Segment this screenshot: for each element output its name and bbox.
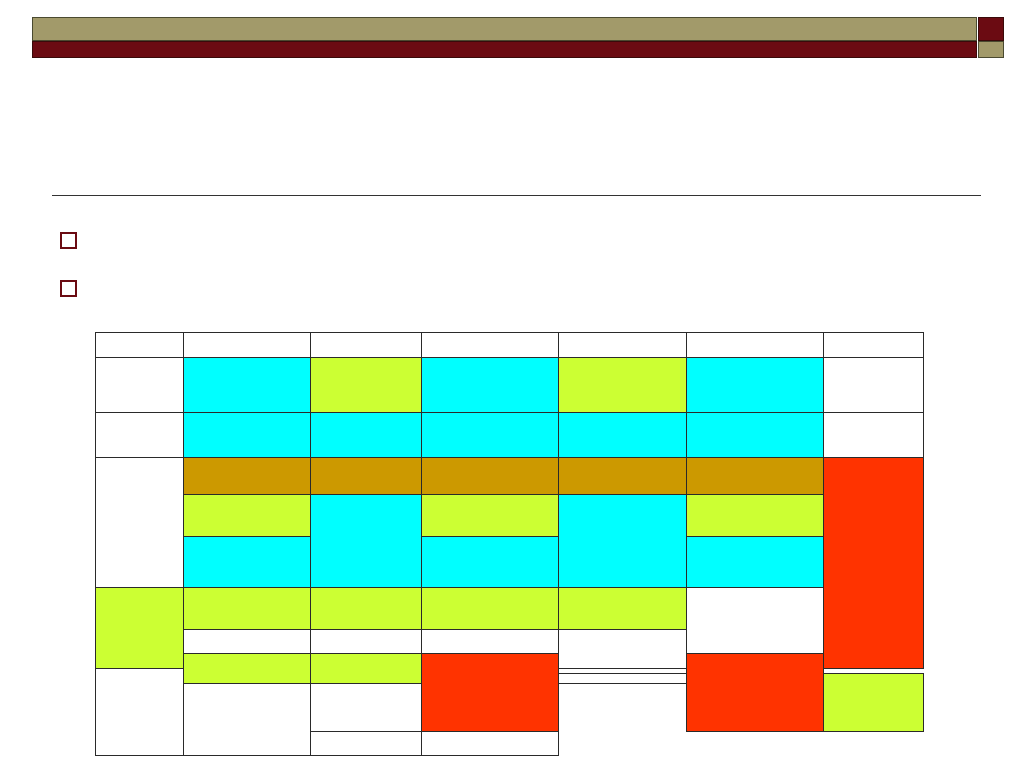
schedule-row: [96, 654, 924, 669]
schedule-cell: [559, 630, 687, 669]
day-header: [559, 333, 687, 358]
schedule-cell: [96, 358, 184, 413]
schedule-row: [96, 588, 924, 630]
schedule-cell: [184, 358, 311, 413]
schedule-cell: [184, 413, 311, 458]
title-divider: [52, 195, 981, 196]
square-bullet-icon: [60, 280, 77, 297]
bullet-item: [56, 220, 106, 268]
schedule-cell: [184, 630, 311, 654]
schedule-cell: [687, 588, 824, 654]
schedule-cell: [311, 458, 422, 495]
schedule-cell: [559, 588, 687, 630]
schedule-row: [96, 537, 924, 588]
schedule-cell: [184, 537, 311, 588]
schedule-cell: [422, 654, 559, 732]
header-bar-olive: [32, 17, 977, 41]
schedule-cell: [422, 630, 559, 654]
square-bullet-icon: [60, 232, 77, 249]
day-header: [422, 333, 559, 358]
schedule-cell: [311, 413, 422, 458]
schedule-cell: [96, 588, 184, 669]
day-header-row: [96, 333, 924, 358]
schedule-row: [96, 495, 924, 537]
schedule-cell: [311, 358, 422, 413]
schedule-cell: [184, 458, 311, 495]
schedule-cell: [559, 358, 687, 413]
bullet-list: [56, 220, 106, 316]
schedule-cell: [184, 588, 311, 630]
schedule-cell: [96, 458, 184, 588]
schedule-cell: [422, 495, 559, 537]
schedule-cell: [824, 674, 924, 732]
schedule-row: [96, 413, 924, 458]
schedule-cell: [96, 413, 184, 458]
schedule-row: [96, 458, 924, 495]
schedule-cell: [184, 495, 311, 537]
schedule-table: [95, 332, 924, 756]
schedule-cell: [311, 588, 422, 630]
schedule-cell: [422, 413, 559, 458]
schedule-cell: [96, 669, 184, 756]
day-header: [96, 333, 184, 358]
schedule-cell: [184, 684, 311, 756]
schedule-cell: [422, 358, 559, 413]
schedule-cell: [687, 413, 824, 458]
schedule-cell: [824, 413, 924, 458]
header-bar-maroon: [32, 41, 977, 58]
schedule-row: [96, 358, 924, 413]
schedule-cell: [687, 654, 824, 732]
day-header: [824, 333, 924, 358]
schedule-cell: [824, 458, 924, 669]
schedule-cell: [422, 588, 559, 630]
schedule-cell: [559, 674, 687, 684]
bullet-item: [56, 268, 106, 316]
day-header: [184, 333, 311, 358]
day-header: [311, 333, 422, 358]
schedule-cell: [687, 537, 824, 588]
header-square-olive: [978, 41, 1004, 58]
schedule-cell: [687, 358, 824, 413]
day-header: [687, 333, 824, 358]
schedule-cell: [559, 413, 687, 458]
schedule-cell: [824, 358, 924, 413]
schedule-cell: [184, 654, 311, 684]
schedule-cell: [422, 537, 559, 588]
header-square-maroon: [978, 17, 1004, 41]
schedule-cell: [687, 458, 824, 495]
schedule-cell: [311, 495, 422, 588]
schedule-cell: [559, 495, 687, 588]
schedule-cell: [422, 458, 559, 495]
schedule-cell: [311, 654, 422, 684]
schedule-cell: [422, 732, 559, 756]
schedule-cell: [311, 732, 422, 756]
schedule-cell: [687, 495, 824, 537]
schedule-cell: [311, 630, 422, 654]
schedule-cell: [559, 458, 687, 495]
